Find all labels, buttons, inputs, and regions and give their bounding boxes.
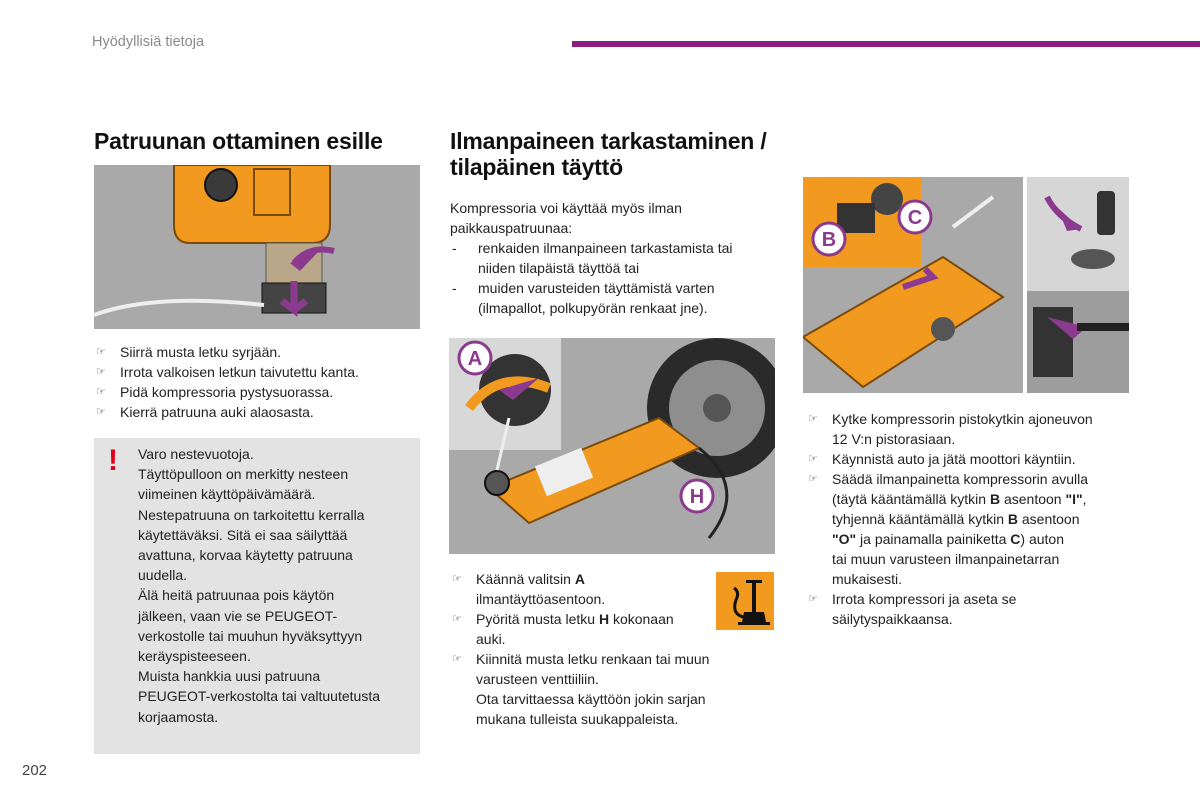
list-item: ☞ Irrota kompressori ja aseta se säilytyspaikkaansa. (808, 591, 1017, 627)
figure-label-a: A (467, 348, 483, 370)
warning-box (94, 438, 420, 754)
middle-section-title: Ilmanpaineen tarkastaminen / tilapäinen täyttö (450, 128, 767, 180)
accent-bar (572, 41, 1200, 47)
cartridge-figure (94, 165, 420, 329)
pointing-hand-icon: ☞ (96, 346, 106, 358)
pointing-hand-icon: ☞ (452, 573, 462, 585)
pointing-hand-icon: ☞ (96, 366, 106, 378)
list-item: - muiden varusteiden täyttämistä varten (ilmapallot, polkupyörän renkaat jne). (452, 280, 715, 316)
list-item: ☞ Kytke kompressorin pistokytkin ajoneuvon 12 V:n pistorasiaan. (808, 411, 1093, 447)
exclamation-icon: ! (108, 444, 118, 477)
pointing-hand-icon: ☞ (452, 613, 462, 625)
pointing-hand-icon: ☞ (96, 386, 106, 398)
figure-label-c: C (907, 207, 923, 229)
left-section-title: Patruunan ottaminen esille (94, 128, 383, 154)
usage-list (450, 238, 780, 318)
list-item: - renkaiden ilmanpaineen tarkastamista tai niiden tilapäistä täyttöä tai (452, 240, 733, 276)
list-item: ☞ Irrota valkoisen letkun taivutettu kanta. (96, 364, 359, 380)
pointing-hand-icon: ☞ (808, 593, 818, 605)
section-title: Hyödyllisiä tietoja (92, 34, 205, 50)
switch-figure (803, 177, 1023, 393)
list-item: ☞ Siirrä musta letku syrjään. (96, 344, 282, 360)
list-item: ☞ Kiinnitä musta letku renkaan tai muun varusteen venttiiliin. Ota tarvittaessa käyttöön jokin sarjan mukana tulleista suukappaleista. (452, 651, 710, 727)
pointing-hand-icon: ☞ (96, 406, 106, 418)
cartridge-steps-list (94, 342, 420, 422)
plug-figure (1027, 177, 1129, 393)
pointing-hand-icon: ☞ (808, 453, 818, 465)
list-item: ☞ Käynnistä auto ja jätä moottori käyntiin. (808, 451, 1076, 467)
intro-text: Kompressoria voi käyttää myös ilman paikkauspatruunaa: (450, 200, 682, 236)
list-item: ☞ Säädä ilmanpainetta kompressorin avulla (täytä kääntämällä kytkin B asentoon "I", tyhjennä kääntämällä kytkin B asentoon "O" ja painamalla painiketta C) auton tai muun varusteen ilmanpainetarran mukaisesti. (808, 471, 1089, 587)
warning-text: Varo nestevuotoja. Täyttöpulloon on merkitty nesteen viimeinen käyttöpäivämäärä. Nestepatruuna on tarkoitettu kerralla käytettäväksi. Sitä ei saa säilyttää avattuna, korvaa käytetty patruuna uudella. Älä heitä patruunaa pois käytön jälkeen, vaan vie se PEUGEOT- verkostolle tai muuhun hyväksyttyyn keräyspisteeseen. Muista hankkia uusi patruuna PEUGEOT-verkostolta tai valtuutetusta korjaamosta. (138, 446, 380, 725)
pointing-hand-icon: ☞ (452, 653, 462, 665)
page-number: 202 (22, 762, 48, 779)
pressure-steps-list (806, 409, 1136, 629)
list-item: ☞ Pidä kompressoria pystysuorassa. (96, 384, 334, 400)
figure-label-b: B (821, 229, 837, 251)
figure-label-h: H (689, 486, 705, 508)
pointing-hand-icon: ☞ (808, 413, 818, 425)
inflate-steps-list (450, 569, 720, 729)
compressor-figure (449, 338, 775, 554)
air-pump-icon (716, 572, 774, 630)
list-item: ☞ Kierrä patruuna auki alaosasta. (96, 404, 314, 420)
list-item: ☞ Käännä valitsin A ilmantäyttöasentoon. (452, 571, 606, 607)
list-item: ☞ Pyöritä musta letku H kokonaan auki. (452, 611, 674, 647)
pointing-hand-icon: ☞ (808, 473, 818, 485)
